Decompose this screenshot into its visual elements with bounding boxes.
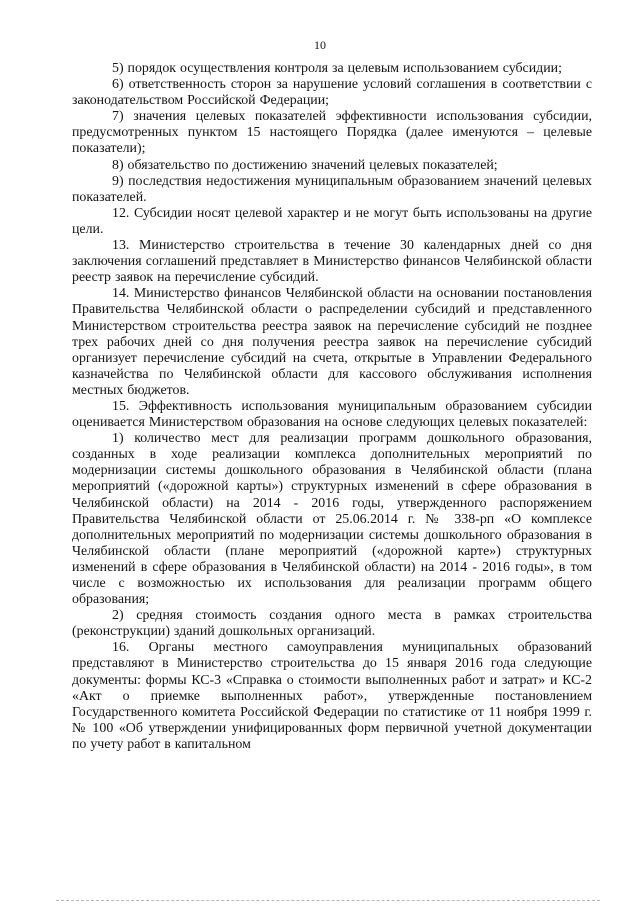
paragraph-item-5-procedure: 5) порядок осуществления контроля за целевым использованием субсидии;	[112, 61, 562, 76]
paragraph-item-6-responsibility: 6) ответственность сторон за нарушение условий соглашения в соответствии с законодательством Российской Федерации;	[72, 77, 592, 109]
paragraph-item-7-target-values: 7) значения целевых показателей эффективности использования субсидии, предусмотренных пунктом 15 настоящего Порядка (далее именуются – целевые показатели);	[72, 109, 592, 157]
paragraph-item-8-obligation: 8) обязательство по достижению значений целевых показателей;	[112, 157, 498, 173]
paragraph-section-12: 12. Субсидии носят целевой характер и не могут быть использованы на другие цели.	[72, 205, 592, 237]
paragraph-section-16: 16. Органы местного самоуправления муниципальных образований представляют в Министерство строительства до 15 января 2016 года следующие документы: формы КС-3 «Справка о стоимости выполненных работ и затрат» и КС-2 «Акт о приемке выполненных работ», утвержденные постановлением Государственного комитета Российской Федерации по статистике от 11 ноября 1999 г. № 100 «Об утверждении унифицированных форм первичной учетной документации по учету работ в капитальном	[72, 640, 592, 752]
paragraph-section-15: 15. Эффективность использования муниципальным образованием субсидии оценивается Министерством образования на основе следующих целевых показателей:	[72, 398, 592, 431]
paragraph-section-13: 13. Министерство строительства в течение 30 календарных дней со дня заключения соглашений представляет в Министерство финансов Челябинской области реестр заявок на перечисление субсидий.	[72, 238, 592, 286]
paragraph-item-9-consequences: 9) последствия недостижения муниципальным образованием значений целевых показателей.	[72, 173, 592, 205]
document-body	[72, 61, 592, 753]
paragraph-section-14: 14. Министерство финансов Челябинской области на основании постановления Правительства Челябинской области о распределении субсидий и представленного Министерством строительства реестра заявок на перечисление субсидий не позднее трех рабочих дней со дня получения реестра заявок на перечисление субсидий организует перечисление субсидий на счета, открытые в Управлении Федерального казначейства по Челябинской области для кассового обслуживания исполнения местных бюджетов.	[72, 286, 592, 398]
page-bottom-divider	[56, 900, 600, 901]
page-number: 10	[314, 38, 326, 52]
paragraph-indicator-2: 2) средняя стоимость создания одного места в рамках строительства (реконструкции) зданий дошкольных организаций.	[72, 608, 592, 640]
paragraph-indicator-1: 1) количество мест для реализации программ дошкольного образования, созданных в ходе реализации комплекса дополнительных мероприятий по модернизации системы дошкольного образования в Челябинской области (плана мероприятий («дорожной карты») структурных изменений в сфере образования в Челябинской области) на 2014 - 2016 годы, утвержденного распоряжением Правительства Челябинской области от 25.06.2014 г. № 338-рп «О комплексе дополнительных мероприятий по модернизации системы дошкольного образования в Челябинской области (плане мероприятий («дорожной карте») структурных изменений в сфере образования в Челябинской области) на 2014 - 2016 годы», в том числе с возможностью их использования для реализации программ общего образования;	[72, 431, 592, 608]
